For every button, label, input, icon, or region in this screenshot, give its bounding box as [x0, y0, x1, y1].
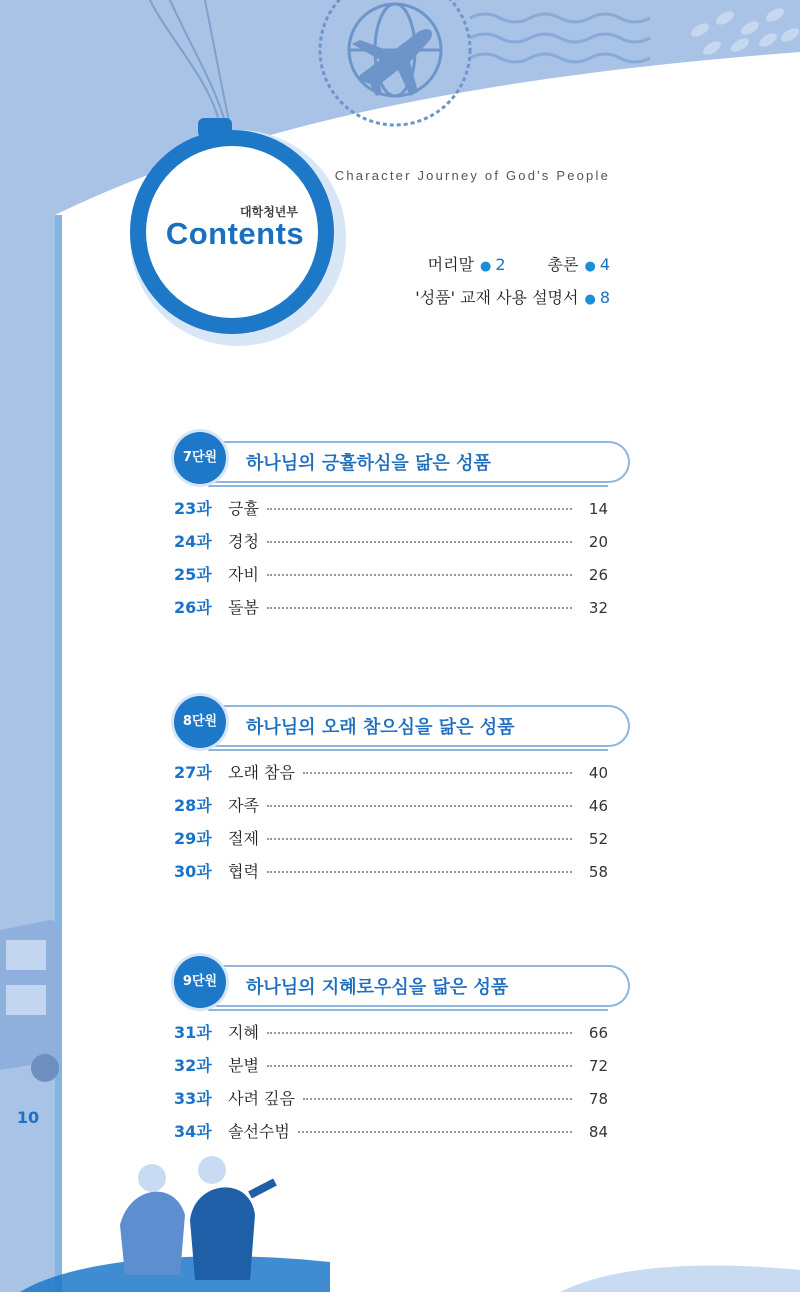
lesson-number: 33과 — [174, 1089, 212, 1108]
lesson-name: 경청 — [228, 532, 259, 551]
leader-dots — [267, 574, 572, 576]
front-matter-item[interactable] — [415, 285, 610, 308]
unit-title: 하나님의 오래 참으심을 닮은 성품 — [246, 717, 515, 738]
tag-strings — [150, 0, 230, 125]
lesson-number: 28과 — [174, 796, 212, 815]
lesson-page: 14 — [588, 500, 608, 518]
lesson-row[interactable] — [174, 859, 608, 892]
lesson-number: 29과 — [174, 829, 212, 848]
lesson-row[interactable] — [174, 496, 608, 529]
unit-badge: 9단원 — [174, 956, 226, 1008]
leader-dots — [267, 607, 572, 609]
lesson-page: 66 — [588, 1024, 608, 1042]
leader-dots — [267, 805, 572, 807]
lesson-page: 40 — [588, 764, 608, 782]
contents-title: Contents — [165, 216, 305, 251]
lesson-row[interactable] — [174, 793, 608, 826]
bullet-dot-icon: ● — [480, 259, 492, 274]
front-matter-item[interactable] — [428, 252, 506, 275]
lesson-page: 46 — [588, 797, 608, 815]
lesson-page: 26 — [588, 566, 608, 584]
lesson-name: 분별 — [228, 1056, 259, 1075]
lesson-number: 32과 — [174, 1056, 212, 1075]
lesson-page: 84 — [588, 1123, 608, 1141]
lesson-name: 협력 — [228, 862, 259, 881]
lesson-row[interactable] — [174, 562, 608, 595]
page-number: 10 — [16, 1108, 40, 1127]
lesson-number: 27과 — [174, 763, 212, 782]
lesson-number: 24과 — [174, 532, 212, 551]
bus-illustration — [0, 920, 60, 1082]
front-matter-label: '성품' 교재 사용 설명서 — [415, 288, 579, 307]
lesson-page: 52 — [588, 830, 608, 848]
lesson-row[interactable] — [174, 826, 608, 859]
lesson-row[interactable] — [174, 1086, 608, 1119]
lesson-row[interactable] — [174, 1053, 608, 1086]
front-matter-item[interactable] — [548, 252, 610, 275]
front-matter-label: 머리말 — [427, 255, 475, 274]
front-matter-page: 4 — [599, 255, 610, 274]
lesson-list — [174, 1020, 608, 1152]
lesson-number: 31과 — [174, 1023, 212, 1042]
leader-dots — [303, 772, 572, 774]
leader-dots — [267, 871, 572, 873]
lesson-page: 58 — [588, 863, 608, 881]
lesson-row[interactable] — [174, 760, 608, 793]
unit-title: 하나님의 긍휼하심을 닮은 성품 — [246, 453, 491, 474]
bullet-dot-icon: ● — [584, 259, 596, 274]
lesson-name: 자족 — [228, 796, 259, 815]
front-matter-row-1 — [428, 252, 610, 275]
front-matter-page: 8 — [599, 288, 610, 307]
lesson-page: 72 — [588, 1057, 608, 1075]
lesson-number: 34과 — [174, 1122, 212, 1141]
leader-dots — [267, 1065, 572, 1067]
leader-dots — [303, 1098, 572, 1100]
lesson-page: 20 — [588, 533, 608, 551]
front-matter-page: 2 — [495, 255, 506, 274]
front-matter-row-2 — [415, 285, 610, 308]
paper-left-stripe — [55, 215, 62, 1292]
leader-dots — [267, 541, 572, 543]
lesson-name: 사려 깊음 — [228, 1089, 295, 1108]
lesson-page: 78 — [588, 1090, 608, 1108]
lesson-row[interactable] — [174, 529, 608, 562]
lesson-number: 25과 — [174, 565, 212, 584]
lesson-row[interactable] — [174, 595, 608, 628]
lesson-page: 32 — [588, 599, 608, 617]
leader-dots — [267, 838, 572, 840]
leader-dots — [267, 508, 572, 510]
lesson-name: 오래 참음 — [228, 763, 295, 782]
tagline: Character Journey of God's People — [334, 168, 610, 183]
lesson-number: 30과 — [174, 862, 212, 881]
lesson-name: 돌봄 — [228, 598, 259, 617]
leader-dots — [267, 1032, 572, 1034]
unit-badge: 8단원 — [174, 696, 226, 748]
unit-badge: 7단원 — [174, 432, 226, 484]
leader-dots — [298, 1131, 572, 1133]
lesson-name: 자비 — [228, 565, 259, 584]
lesson-name: 지혜 — [228, 1023, 259, 1042]
leaf-pattern — [689, 6, 800, 58]
lesson-list — [174, 760, 608, 892]
contents-subtitle: 대학청년부 — [240, 205, 298, 219]
lesson-row[interactable] — [174, 1020, 608, 1053]
lesson-name: 솔선수범 — [228, 1122, 290, 1141]
lesson-number: 23과 — [174, 499, 212, 518]
lesson-number: 26과 — [174, 598, 212, 617]
unit-title: 하나님의 지혜로우심을 닮은 성품 — [246, 977, 509, 998]
lesson-row[interactable] — [174, 1119, 608, 1152]
front-matter-label: 총론 — [547, 255, 579, 274]
bullet-dot-icon: ● — [584, 292, 596, 307]
lesson-name: 절제 — [228, 829, 259, 848]
postmark-waves — [470, 14, 650, 62]
lesson-list — [174, 496, 608, 628]
lesson-name: 긍휼 — [228, 499, 259, 518]
